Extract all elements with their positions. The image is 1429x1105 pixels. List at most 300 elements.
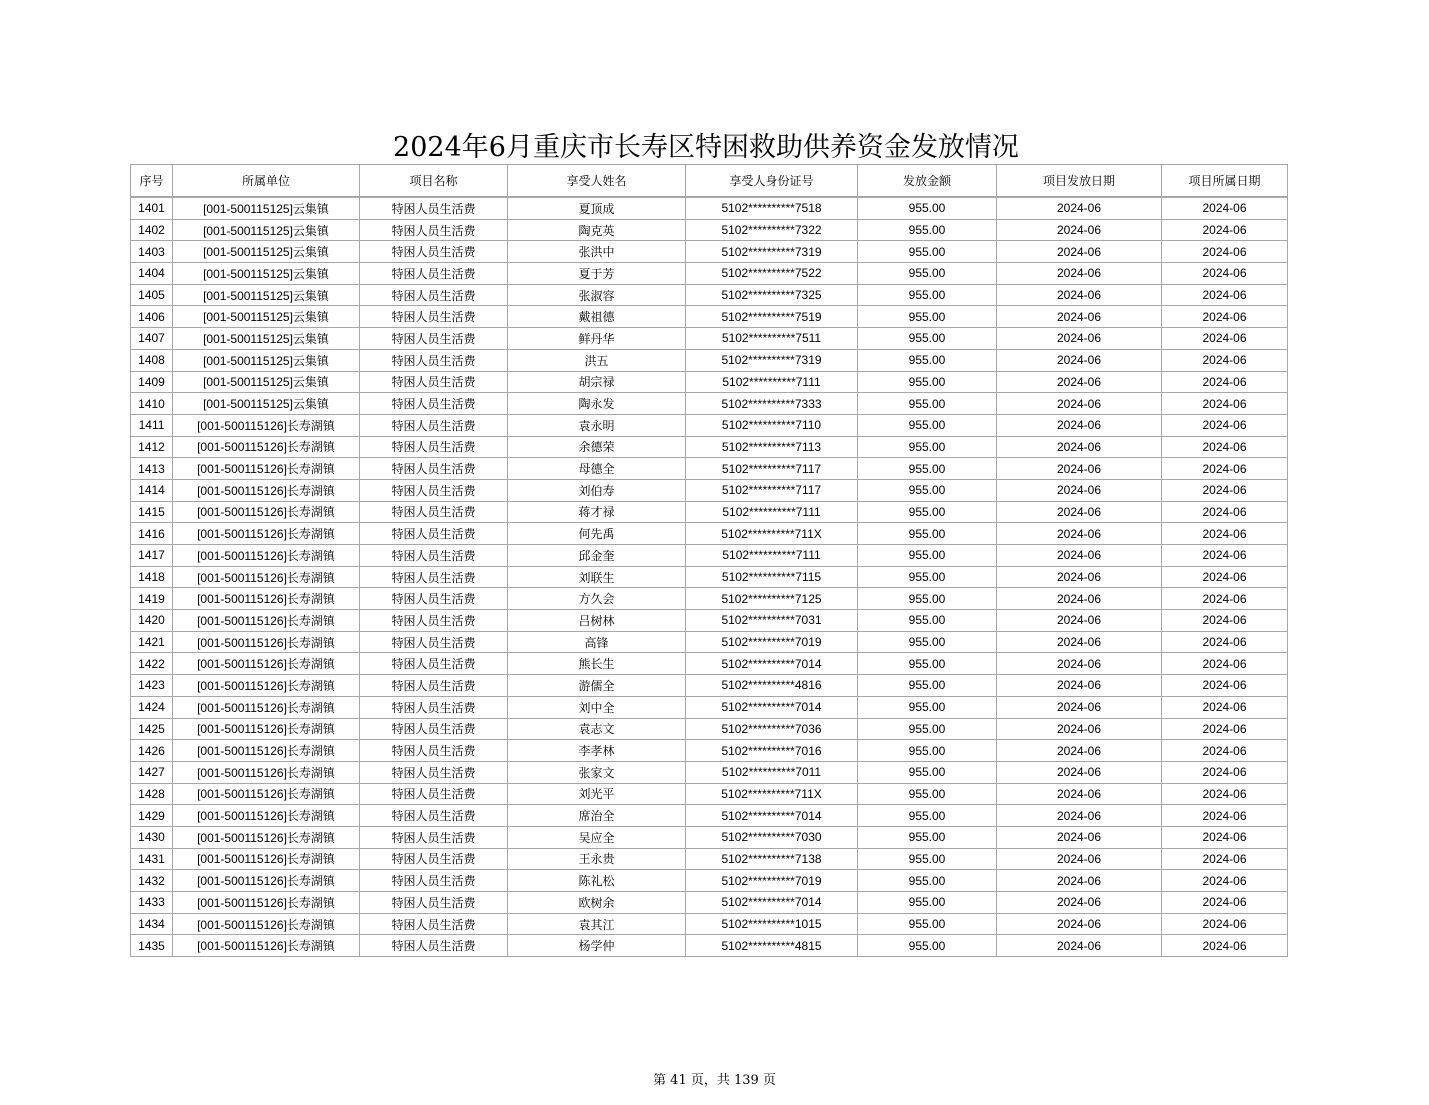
table-row bbox=[131, 284, 1288, 306]
cell-project: 特困人员生活费 bbox=[360, 566, 508, 588]
cell-index: 1410 bbox=[131, 393, 173, 415]
cell-issue-date: 2024-06 bbox=[997, 653, 1162, 675]
cell-issue-date: 2024-06 bbox=[997, 826, 1162, 848]
cell-index: 1409 bbox=[131, 371, 173, 393]
cell-amount: 955.00 bbox=[858, 892, 997, 914]
cell-amount: 955.00 bbox=[858, 479, 997, 501]
cell-index: 1420 bbox=[131, 610, 173, 632]
column-header: 发放金额 bbox=[858, 165, 997, 198]
cell-belong-date: 2024-06 bbox=[1162, 892, 1288, 914]
cell-belong-date: 2024-06 bbox=[1162, 436, 1288, 458]
cell-index: 1421 bbox=[131, 631, 173, 653]
cell-belong-date: 2024-06 bbox=[1162, 263, 1288, 285]
cell-index: 1411 bbox=[131, 414, 173, 436]
cell-project: 特困人员生活费 bbox=[360, 935, 508, 957]
cell-unit: [001-500115126]长寿湖镇 bbox=[173, 501, 360, 523]
table-row bbox=[131, 761, 1288, 783]
cell-belong-date: 2024-06 bbox=[1162, 414, 1288, 436]
column-header: 项目名称 bbox=[360, 165, 508, 198]
cell-index: 1407 bbox=[131, 328, 173, 350]
cell-unit: [001-500115125]云集镇 bbox=[173, 349, 360, 371]
cell-belong-date: 2024-06 bbox=[1162, 349, 1288, 371]
cell-index: 1412 bbox=[131, 436, 173, 458]
cell-unit: [001-500115126]长寿湖镇 bbox=[173, 436, 360, 458]
cell-belong-date: 2024-06 bbox=[1162, 545, 1288, 567]
cell-name: 袁志文 bbox=[508, 718, 686, 740]
cell-issue-date: 2024-06 bbox=[997, 892, 1162, 914]
cell-amount: 955.00 bbox=[858, 458, 997, 480]
cell-id-number: 5102**********7117 bbox=[686, 458, 858, 480]
cell-belong-date: 2024-06 bbox=[1162, 393, 1288, 415]
cell-belong-date: 2024-06 bbox=[1162, 371, 1288, 393]
cell-issue-date: 2024-06 bbox=[997, 675, 1162, 697]
cell-amount: 955.00 bbox=[858, 740, 997, 762]
table-row bbox=[131, 783, 1288, 805]
cell-amount: 955.00 bbox=[858, 588, 997, 610]
table-row bbox=[131, 870, 1288, 892]
table-row bbox=[131, 718, 1288, 740]
cell-name: 吴应全 bbox=[508, 826, 686, 848]
cell-unit: [001-500115125]云集镇 bbox=[173, 219, 360, 241]
table-row bbox=[131, 458, 1288, 480]
cell-name: 何先禹 bbox=[508, 523, 686, 545]
cell-index: 1405 bbox=[131, 284, 173, 306]
cell-project: 特困人员生活费 bbox=[360, 328, 508, 350]
cell-id-number: 5102**********7319 bbox=[686, 241, 858, 263]
cell-unit: [001-500115125]云集镇 bbox=[173, 393, 360, 415]
cell-issue-date: 2024-06 bbox=[997, 328, 1162, 350]
cell-belong-date: 2024-06 bbox=[1162, 197, 1288, 219]
cell-index: 1403 bbox=[131, 241, 173, 263]
cell-unit: [001-500115126]长寿湖镇 bbox=[173, 696, 360, 718]
cell-name: 张洪中 bbox=[508, 241, 686, 263]
cell-issue-date: 2024-06 bbox=[997, 458, 1162, 480]
cell-index: 1426 bbox=[131, 740, 173, 762]
table-row bbox=[131, 197, 1288, 219]
cell-unit: [001-500115126]长寿湖镇 bbox=[173, 805, 360, 827]
cell-belong-date: 2024-06 bbox=[1162, 501, 1288, 523]
cell-id-number: 5102**********7011 bbox=[686, 761, 858, 783]
cell-amount: 955.00 bbox=[858, 783, 997, 805]
column-header: 项目发放日期 bbox=[997, 165, 1162, 198]
cell-amount: 955.00 bbox=[858, 349, 997, 371]
table-row bbox=[131, 371, 1288, 393]
cell-project: 特困人员生活费 bbox=[360, 588, 508, 610]
table-row bbox=[131, 848, 1288, 870]
cell-issue-date: 2024-06 bbox=[997, 393, 1162, 415]
cell-belong-date: 2024-06 bbox=[1162, 306, 1288, 328]
cell-id-number: 5102**********7019 bbox=[686, 870, 858, 892]
cell-id-number: 5102**********7333 bbox=[686, 393, 858, 415]
cell-id-number: 5102**********7014 bbox=[686, 653, 858, 675]
cell-project: 特困人员生活费 bbox=[360, 892, 508, 914]
table-row bbox=[131, 414, 1288, 436]
cell-issue-date: 2024-06 bbox=[997, 284, 1162, 306]
table-row bbox=[131, 566, 1288, 588]
cell-name: 母德全 bbox=[508, 458, 686, 480]
cell-belong-date: 2024-06 bbox=[1162, 328, 1288, 350]
cell-index: 1429 bbox=[131, 805, 173, 827]
cell-amount: 955.00 bbox=[858, 393, 997, 415]
cell-name: 袁其江 bbox=[508, 913, 686, 935]
cell-name: 胡宗禄 bbox=[508, 371, 686, 393]
table-row bbox=[131, 935, 1288, 957]
cell-name: 刘伯寿 bbox=[508, 479, 686, 501]
cell-name: 高锋 bbox=[508, 631, 686, 653]
cell-unit: [001-500115126]长寿湖镇 bbox=[173, 631, 360, 653]
cell-id-number: 5102**********7014 bbox=[686, 696, 858, 718]
cell-issue-date: 2024-06 bbox=[997, 241, 1162, 263]
cell-id-number: 5102**********7522 bbox=[686, 263, 858, 285]
cell-project: 特困人员生活费 bbox=[360, 436, 508, 458]
cell-project: 特困人员生活费 bbox=[360, 848, 508, 870]
cell-amount: 955.00 bbox=[858, 805, 997, 827]
cell-amount: 955.00 bbox=[858, 675, 997, 697]
cell-index: 1427 bbox=[131, 761, 173, 783]
cell-issue-date: 2024-06 bbox=[997, 783, 1162, 805]
cell-project: 特困人员生活费 bbox=[360, 371, 508, 393]
page-title: 2024年6月重庆市长寿区特困救助供养资金发放情况 bbox=[393, 132, 1019, 163]
column-header: 享受人姓名 bbox=[508, 165, 686, 198]
cell-amount: 955.00 bbox=[858, 436, 997, 458]
cell-project: 特困人员生活费 bbox=[360, 870, 508, 892]
cell-id-number: 5102**********711X bbox=[686, 523, 858, 545]
cell-project: 特困人员生活费 bbox=[360, 545, 508, 567]
cell-belong-date: 2024-06 bbox=[1162, 284, 1288, 306]
cell-amount: 955.00 bbox=[858, 414, 997, 436]
table-row bbox=[131, 610, 1288, 632]
cell-project: 特困人员生活费 bbox=[360, 197, 508, 219]
cell-unit: [001-500115126]长寿湖镇 bbox=[173, 523, 360, 545]
cell-id-number: 5102**********7014 bbox=[686, 892, 858, 914]
cell-index: 1417 bbox=[131, 545, 173, 567]
cell-unit: [001-500115126]长寿湖镇 bbox=[173, 588, 360, 610]
cell-belong-date: 2024-06 bbox=[1162, 523, 1288, 545]
table-row bbox=[131, 696, 1288, 718]
cell-id-number: 5102**********7111 bbox=[686, 371, 858, 393]
cell-index: 1418 bbox=[131, 566, 173, 588]
table-row bbox=[131, 805, 1288, 827]
cell-belong-date: 2024-06 bbox=[1162, 935, 1288, 957]
cell-id-number: 5102**********7030 bbox=[686, 826, 858, 848]
cell-name: 陈礼松 bbox=[508, 870, 686, 892]
cell-amount: 955.00 bbox=[858, 219, 997, 241]
cell-project: 特困人员生活费 bbox=[360, 913, 508, 935]
cell-belong-date: 2024-06 bbox=[1162, 653, 1288, 675]
cell-project: 特困人员生活费 bbox=[360, 740, 508, 762]
cell-project: 特困人员生活费 bbox=[360, 241, 508, 263]
cell-index: 1431 bbox=[131, 848, 173, 870]
cell-project: 特困人员生活费 bbox=[360, 284, 508, 306]
cell-unit: [001-500115126]长寿湖镇 bbox=[173, 913, 360, 935]
cell-amount: 955.00 bbox=[858, 306, 997, 328]
cell-project: 特困人员生活费 bbox=[360, 306, 508, 328]
cell-issue-date: 2024-06 bbox=[997, 718, 1162, 740]
cell-unit: [001-500115126]长寿湖镇 bbox=[173, 545, 360, 567]
cell-id-number: 5102**********7138 bbox=[686, 848, 858, 870]
cell-name: 李孝林 bbox=[508, 740, 686, 762]
cell-name: 欧树余 bbox=[508, 892, 686, 914]
table-row bbox=[131, 826, 1288, 848]
cell-project: 特困人员生活费 bbox=[360, 349, 508, 371]
cell-amount: 955.00 bbox=[858, 371, 997, 393]
cell-unit: [001-500115126]长寿湖镇 bbox=[173, 718, 360, 740]
cell-amount: 955.00 bbox=[858, 501, 997, 523]
cell-issue-date: 2024-06 bbox=[997, 197, 1162, 219]
cell-project: 特困人员生活费 bbox=[360, 718, 508, 740]
cell-name: 张淑容 bbox=[508, 284, 686, 306]
cell-amount: 955.00 bbox=[858, 631, 997, 653]
cell-belong-date: 2024-06 bbox=[1162, 783, 1288, 805]
cell-id-number: 5102**********7325 bbox=[686, 284, 858, 306]
column-header: 项目所属日期 bbox=[1162, 165, 1288, 198]
cell-id-number: 5102**********7322 bbox=[686, 219, 858, 241]
cell-name: 袁永明 bbox=[508, 414, 686, 436]
cell-name: 席治全 bbox=[508, 805, 686, 827]
cell-amount: 955.00 bbox=[858, 263, 997, 285]
cell-belong-date: 2024-06 bbox=[1162, 631, 1288, 653]
cell-issue-date: 2024-06 bbox=[997, 566, 1162, 588]
cell-index: 1434 bbox=[131, 913, 173, 935]
cell-unit: [001-500115125]云集镇 bbox=[173, 371, 360, 393]
cell-index: 1435 bbox=[131, 935, 173, 957]
cell-name: 游儒全 bbox=[508, 675, 686, 697]
cell-issue-date: 2024-06 bbox=[997, 523, 1162, 545]
cell-issue-date: 2024-06 bbox=[997, 479, 1162, 501]
cell-amount: 955.00 bbox=[858, 696, 997, 718]
cell-index: 1402 bbox=[131, 219, 173, 241]
cell-belong-date: 2024-06 bbox=[1162, 870, 1288, 892]
cell-belong-date: 2024-06 bbox=[1162, 740, 1288, 762]
cell-name: 洪五 bbox=[508, 349, 686, 371]
table-row bbox=[131, 241, 1288, 263]
cell-name: 熊长生 bbox=[508, 653, 686, 675]
cell-amount: 955.00 bbox=[858, 935, 997, 957]
cell-unit: [001-500115126]长寿湖镇 bbox=[173, 935, 360, 957]
cell-name: 陶永发 bbox=[508, 393, 686, 415]
cell-id-number: 5102**********7115 bbox=[686, 566, 858, 588]
cell-index: 1404 bbox=[131, 263, 173, 285]
cell-unit: [001-500115126]长寿湖镇 bbox=[173, 479, 360, 501]
cell-unit: [001-500115126]长寿湖镇 bbox=[173, 826, 360, 848]
cell-issue-date: 2024-06 bbox=[997, 371, 1162, 393]
cell-id-number: 5102**********7518 bbox=[686, 197, 858, 219]
cell-id-number: 5102**********7117 bbox=[686, 479, 858, 501]
cell-amount: 955.00 bbox=[858, 523, 997, 545]
cell-name: 方久会 bbox=[508, 588, 686, 610]
cell-belong-date: 2024-06 bbox=[1162, 913, 1288, 935]
cell-belong-date: 2024-06 bbox=[1162, 566, 1288, 588]
cell-belong-date: 2024-06 bbox=[1162, 805, 1288, 827]
column-header: 序号 bbox=[131, 165, 173, 198]
data-table bbox=[130, 164, 1288, 957]
cell-index: 1423 bbox=[131, 675, 173, 697]
cell-unit: [001-500115125]云集镇 bbox=[173, 328, 360, 350]
cell-name: 张家文 bbox=[508, 761, 686, 783]
cell-amount: 955.00 bbox=[858, 848, 997, 870]
cell-amount: 955.00 bbox=[858, 610, 997, 632]
cell-id-number: 5102**********7016 bbox=[686, 740, 858, 762]
table-header-row bbox=[131, 165, 1288, 198]
cell-id-number: 5102**********7113 bbox=[686, 436, 858, 458]
cell-id-number: 5102**********4815 bbox=[686, 935, 858, 957]
cell-unit: [001-500115126]长寿湖镇 bbox=[173, 566, 360, 588]
cell-issue-date: 2024-06 bbox=[997, 805, 1162, 827]
cell-amount: 955.00 bbox=[858, 718, 997, 740]
cell-issue-date: 2024-06 bbox=[997, 414, 1162, 436]
cell-id-number: 5102**********7319 bbox=[686, 349, 858, 371]
cell-name: 刘光平 bbox=[508, 783, 686, 805]
table-row bbox=[131, 501, 1288, 523]
cell-index: 1408 bbox=[131, 349, 173, 371]
cell-belong-date: 2024-06 bbox=[1162, 826, 1288, 848]
table-row bbox=[131, 328, 1288, 350]
cell-index: 1428 bbox=[131, 783, 173, 805]
cell-amount: 955.00 bbox=[858, 870, 997, 892]
cell-project: 特困人员生活费 bbox=[360, 783, 508, 805]
cell-belong-date: 2024-06 bbox=[1162, 479, 1288, 501]
column-header: 所属单位 bbox=[173, 165, 360, 198]
cell-unit: [001-500115125]云集镇 bbox=[173, 263, 360, 285]
table-row bbox=[131, 349, 1288, 371]
cell-index: 1415 bbox=[131, 501, 173, 523]
cell-unit: [001-500115126]长寿湖镇 bbox=[173, 675, 360, 697]
cell-issue-date: 2024-06 bbox=[997, 761, 1162, 783]
cell-name: 刘联生 bbox=[508, 566, 686, 588]
cell-id-number: 5102**********711X bbox=[686, 783, 858, 805]
cell-name: 吕树林 bbox=[508, 610, 686, 632]
cell-unit: [001-500115126]长寿湖镇 bbox=[173, 610, 360, 632]
table-row bbox=[131, 631, 1288, 653]
cell-id-number: 5102**********4816 bbox=[686, 675, 858, 697]
cell-project: 特困人员生活费 bbox=[360, 219, 508, 241]
cell-index: 1419 bbox=[131, 588, 173, 610]
cell-issue-date: 2024-06 bbox=[997, 848, 1162, 870]
cell-name: 杨学仲 bbox=[508, 935, 686, 957]
cell-project: 特困人员生活费 bbox=[360, 458, 508, 480]
cell-unit: [001-500115126]长寿湖镇 bbox=[173, 892, 360, 914]
cell-unit: [001-500115125]云集镇 bbox=[173, 197, 360, 219]
cell-name: 戴祖德 bbox=[508, 306, 686, 328]
table-row bbox=[131, 436, 1288, 458]
table-row bbox=[131, 653, 1288, 675]
cell-belong-date: 2024-06 bbox=[1162, 588, 1288, 610]
cell-unit: [001-500115126]长寿湖镇 bbox=[173, 740, 360, 762]
cell-issue-date: 2024-06 bbox=[997, 436, 1162, 458]
table-row bbox=[131, 740, 1288, 762]
cell-project: 特困人员生活费 bbox=[360, 826, 508, 848]
table-row bbox=[131, 545, 1288, 567]
cell-name: 余德荣 bbox=[508, 436, 686, 458]
cell-id-number: 5102**********7036 bbox=[686, 718, 858, 740]
cell-unit: [001-500115126]长寿湖镇 bbox=[173, 848, 360, 870]
cell-belong-date: 2024-06 bbox=[1162, 458, 1288, 480]
cell-id-number: 5102**********7125 bbox=[686, 588, 858, 610]
cell-id-number: 5102**********7519 bbox=[686, 306, 858, 328]
cell-id-number: 5102**********7111 bbox=[686, 545, 858, 567]
column-header: 享受人身份证号 bbox=[686, 165, 858, 198]
cell-issue-date: 2024-06 bbox=[997, 870, 1162, 892]
cell-project: 特困人员生活费 bbox=[360, 501, 508, 523]
cell-name: 蒋才禄 bbox=[508, 501, 686, 523]
cell-project: 特困人员生活费 bbox=[360, 479, 508, 501]
cell-name: 陶克英 bbox=[508, 219, 686, 241]
cell-unit: [001-500115126]长寿湖镇 bbox=[173, 870, 360, 892]
cell-id-number: 5102**********7014 bbox=[686, 805, 858, 827]
cell-project: 特困人员生活费 bbox=[360, 414, 508, 436]
cell-belong-date: 2024-06 bbox=[1162, 241, 1288, 263]
cell-project: 特困人员生活费 bbox=[360, 761, 508, 783]
cell-name: 夏于芳 bbox=[508, 263, 686, 285]
cell-amount: 955.00 bbox=[858, 761, 997, 783]
table-row bbox=[131, 479, 1288, 501]
cell-id-number: 5102**********7031 bbox=[686, 610, 858, 632]
table-row bbox=[131, 263, 1288, 285]
cell-issue-date: 2024-06 bbox=[997, 740, 1162, 762]
table-row bbox=[131, 892, 1288, 914]
cell-index: 1422 bbox=[131, 653, 173, 675]
cell-project: 特困人员生活费 bbox=[360, 696, 508, 718]
cell-amount: 955.00 bbox=[858, 826, 997, 848]
cell-project: 特困人员生活费 bbox=[360, 523, 508, 545]
cell-belong-date: 2024-06 bbox=[1162, 675, 1288, 697]
cell-amount: 955.00 bbox=[858, 284, 997, 306]
cell-index: 1424 bbox=[131, 696, 173, 718]
cell-id-number: 5102**********7111 bbox=[686, 501, 858, 523]
table-row bbox=[131, 913, 1288, 935]
cell-issue-date: 2024-06 bbox=[997, 935, 1162, 957]
cell-amount: 955.00 bbox=[858, 328, 997, 350]
cell-index: 1406 bbox=[131, 306, 173, 328]
cell-issue-date: 2024-06 bbox=[997, 349, 1162, 371]
cell-project: 特困人员生活费 bbox=[360, 631, 508, 653]
cell-name: 鲜丹华 bbox=[508, 328, 686, 350]
cell-project: 特困人员生活费 bbox=[360, 393, 508, 415]
cell-unit: [001-500115126]长寿湖镇 bbox=[173, 653, 360, 675]
cell-issue-date: 2024-06 bbox=[997, 219, 1162, 241]
cell-belong-date: 2024-06 bbox=[1162, 610, 1288, 632]
cell-index: 1433 bbox=[131, 892, 173, 914]
cell-belong-date: 2024-06 bbox=[1162, 761, 1288, 783]
cell-unit: [001-500115126]长寿湖镇 bbox=[173, 783, 360, 805]
cell-amount: 955.00 bbox=[858, 566, 997, 588]
cell-issue-date: 2024-06 bbox=[997, 610, 1162, 632]
cell-project: 特困人员生活费 bbox=[360, 653, 508, 675]
cell-amount: 955.00 bbox=[858, 545, 997, 567]
cell-amount: 955.00 bbox=[858, 653, 997, 675]
cell-issue-date: 2024-06 bbox=[997, 588, 1162, 610]
page-footer: 第 41 页，共 139 页 bbox=[653, 1073, 776, 1088]
cell-project: 特困人员生活费 bbox=[360, 263, 508, 285]
cell-unit: [001-500115126]长寿湖镇 bbox=[173, 458, 360, 480]
cell-id-number: 5102**********7110 bbox=[686, 414, 858, 436]
cell-belong-date: 2024-06 bbox=[1162, 219, 1288, 241]
cell-index: 1401 bbox=[131, 197, 173, 219]
cell-issue-date: 2024-06 bbox=[997, 631, 1162, 653]
cell-unit: [001-500115125]云集镇 bbox=[173, 306, 360, 328]
cell-name: 邱金奎 bbox=[508, 545, 686, 567]
cell-belong-date: 2024-06 bbox=[1162, 718, 1288, 740]
cell-belong-date: 2024-06 bbox=[1162, 696, 1288, 718]
cell-name: 夏顶成 bbox=[508, 197, 686, 219]
cell-amount: 955.00 bbox=[858, 241, 997, 263]
cell-index: 1430 bbox=[131, 826, 173, 848]
table-row bbox=[131, 675, 1288, 697]
table-row bbox=[131, 393, 1288, 415]
cell-project: 特困人员生活费 bbox=[360, 610, 508, 632]
cell-name: 王永贵 bbox=[508, 848, 686, 870]
cell-index: 1432 bbox=[131, 870, 173, 892]
